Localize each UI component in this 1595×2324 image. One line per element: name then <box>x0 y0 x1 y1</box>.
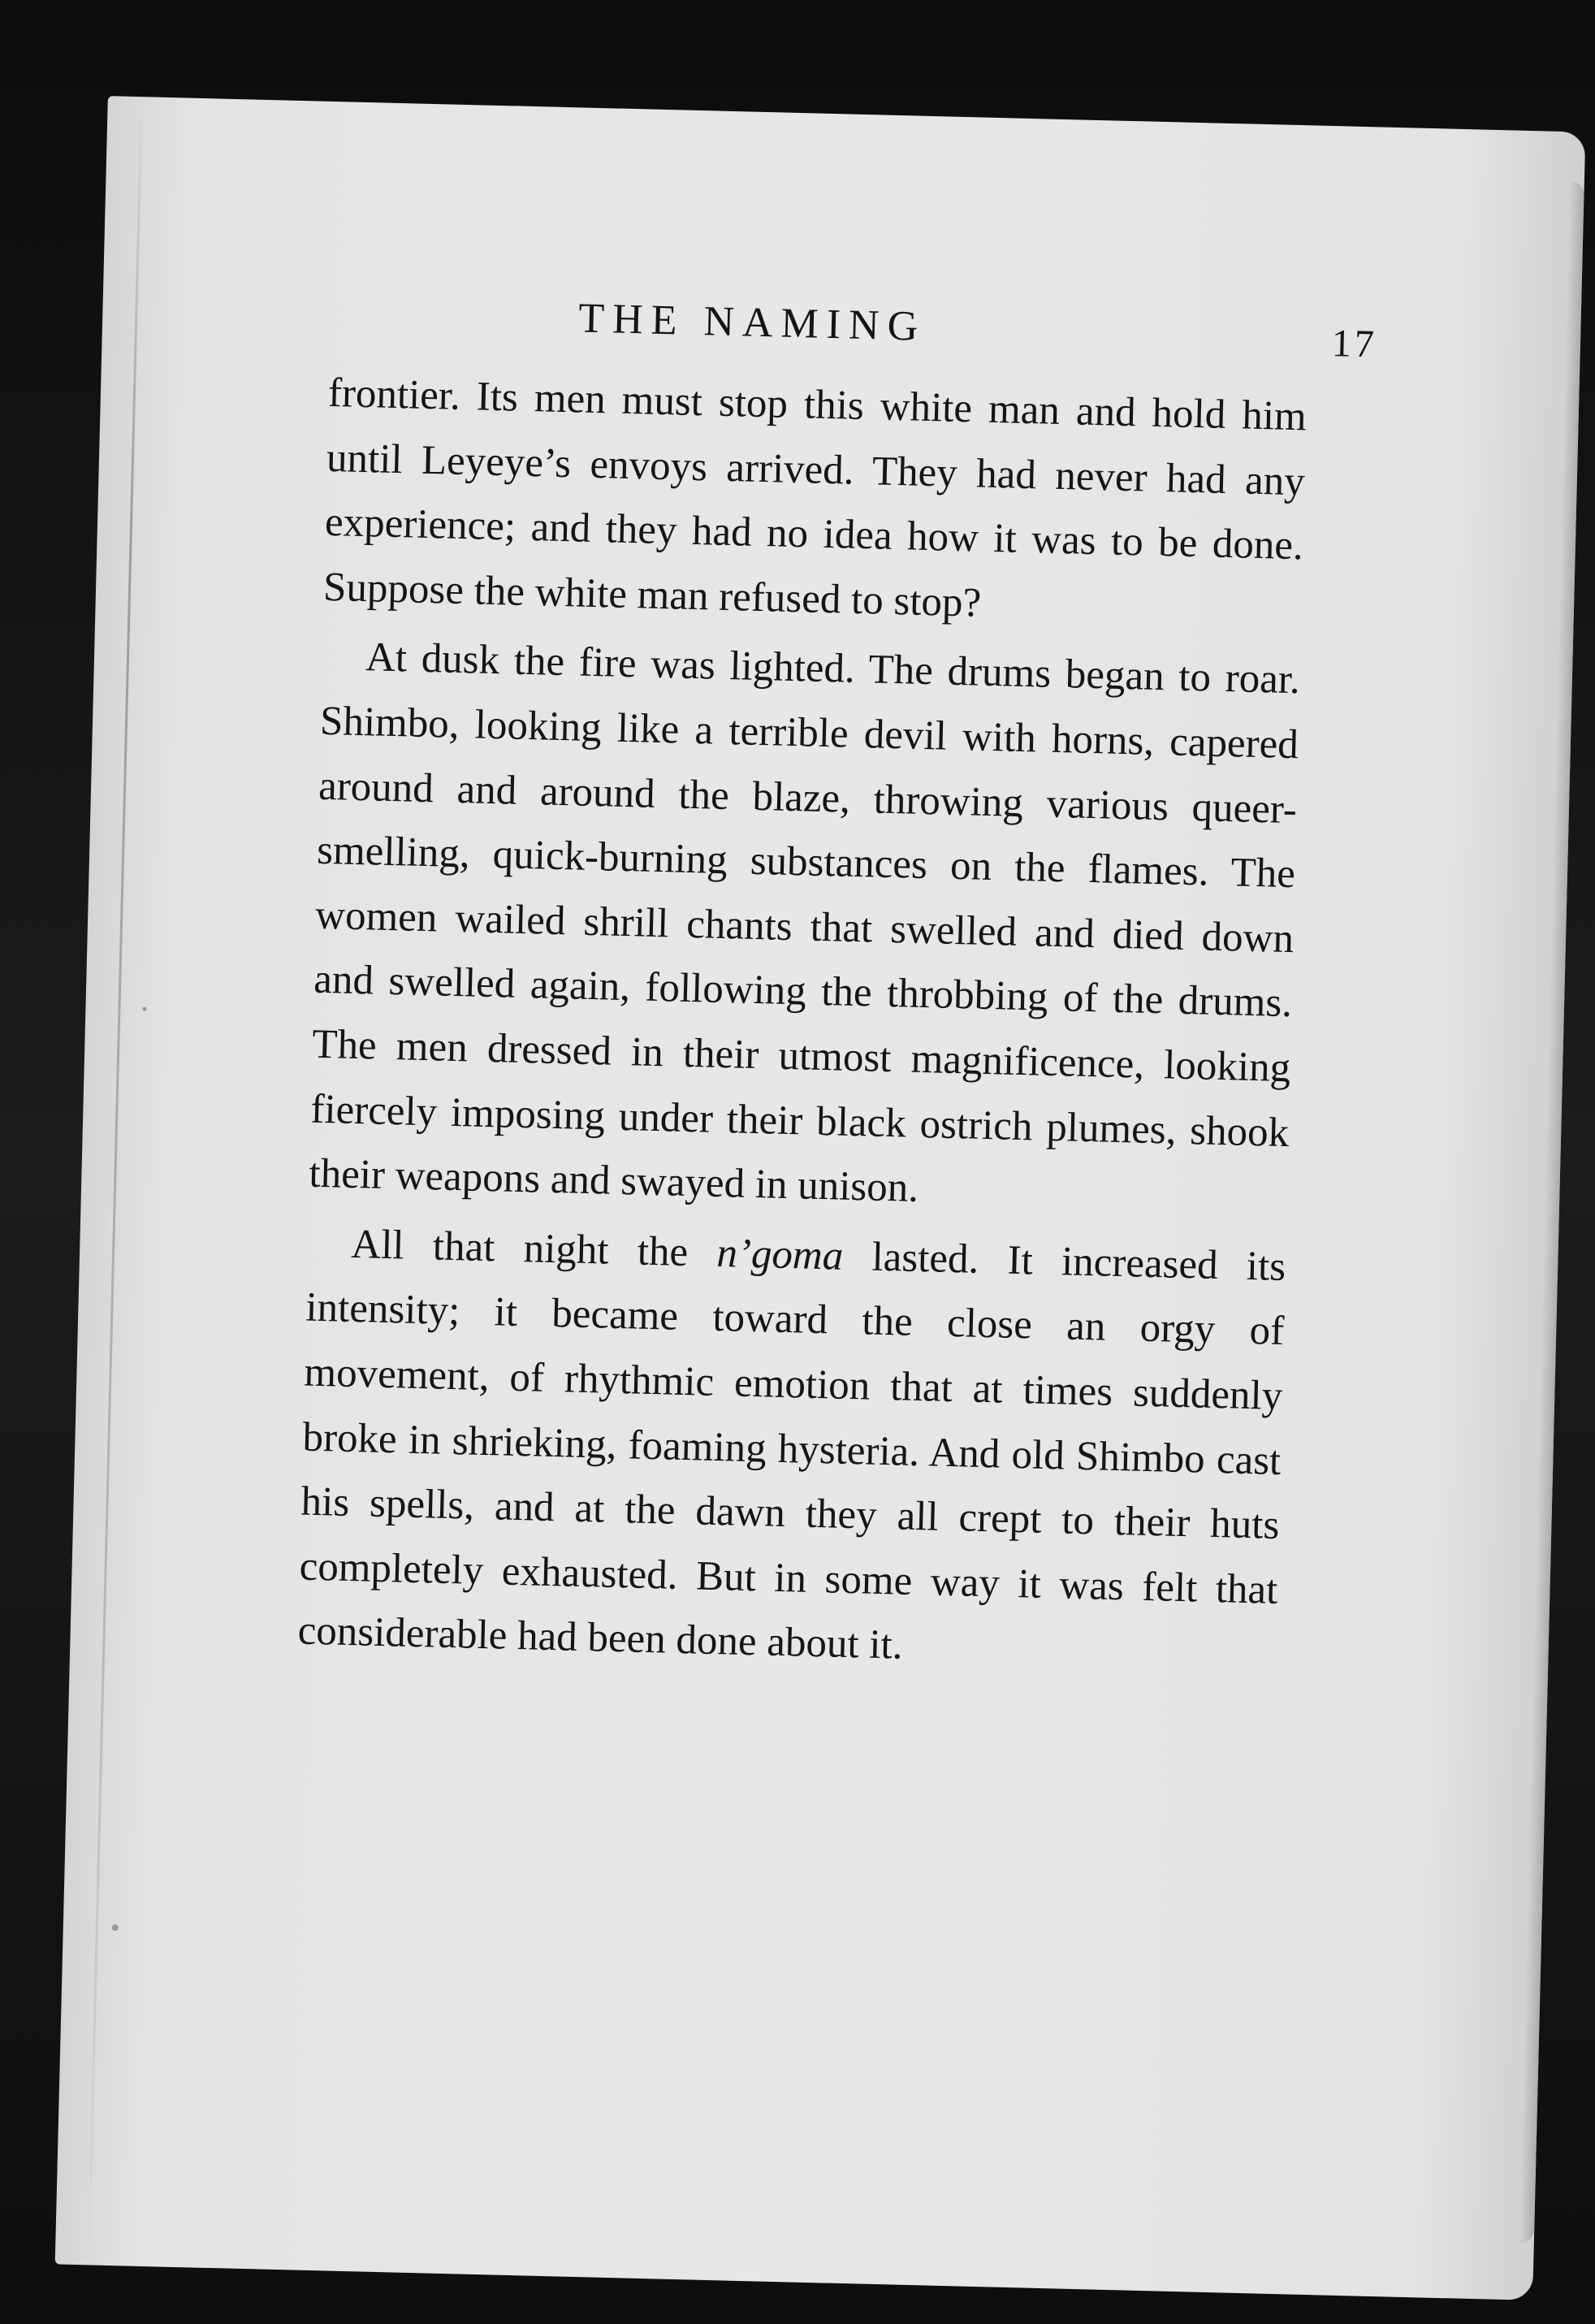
running-head: THE NAMING <box>577 295 927 350</box>
paragraph-text: lasted. It increased its intensity; it became toward the close an orgy of movement, of rhythmic emotion that at times suddenly broke in shrieking, foaming hysteria. And old Shimbo cast his spells, and at the dawn they all crept to their huts completely exhausted. But in some way it was felt that considerable had been done about it. <box>297 1233 1286 1668</box>
scan-speck <box>112 1924 119 1931</box>
paragraph-text: All that night the <box>350 1221 718 1276</box>
italic-term: n’goma <box>715 1230 844 1279</box>
paragraph <box>297 1211 1286 1687</box>
body-text <box>297 361 1308 1688</box>
paragraph-text: At dusk the fire was lighted. The drums began to roar. Shimbo, looking like a terrible devil with horns, capered around and around the blaze, throwing various queer-smelling, quick-burning substances on the flames. The women wailed shrill chants that swelled and died down and swelled again, following the throbbing of the drums. The men dressed in their utmost magnificence, looking fiercely imposing under their black ostrich plumes, shook their weapons and swayed in unison. <box>308 634 1301 1212</box>
page-gutter-shadow <box>88 97 143 2265</box>
page-number: 17 <box>1331 322 1378 366</box>
book-page <box>55 96 1586 2300</box>
paragraph-text: frontier. Its men must stop this white man and hold him until Leyeye’s envoys arrived. They had never had any experience; and they had no idea how it was to be done. Suppose the white man refused to stop? <box>322 370 1308 626</box>
paragraph <box>322 361 1307 644</box>
paragraph <box>309 625 1301 1231</box>
page-edge-shading <box>1519 180 1584 2244</box>
scan-speck <box>142 1007 146 1011</box>
